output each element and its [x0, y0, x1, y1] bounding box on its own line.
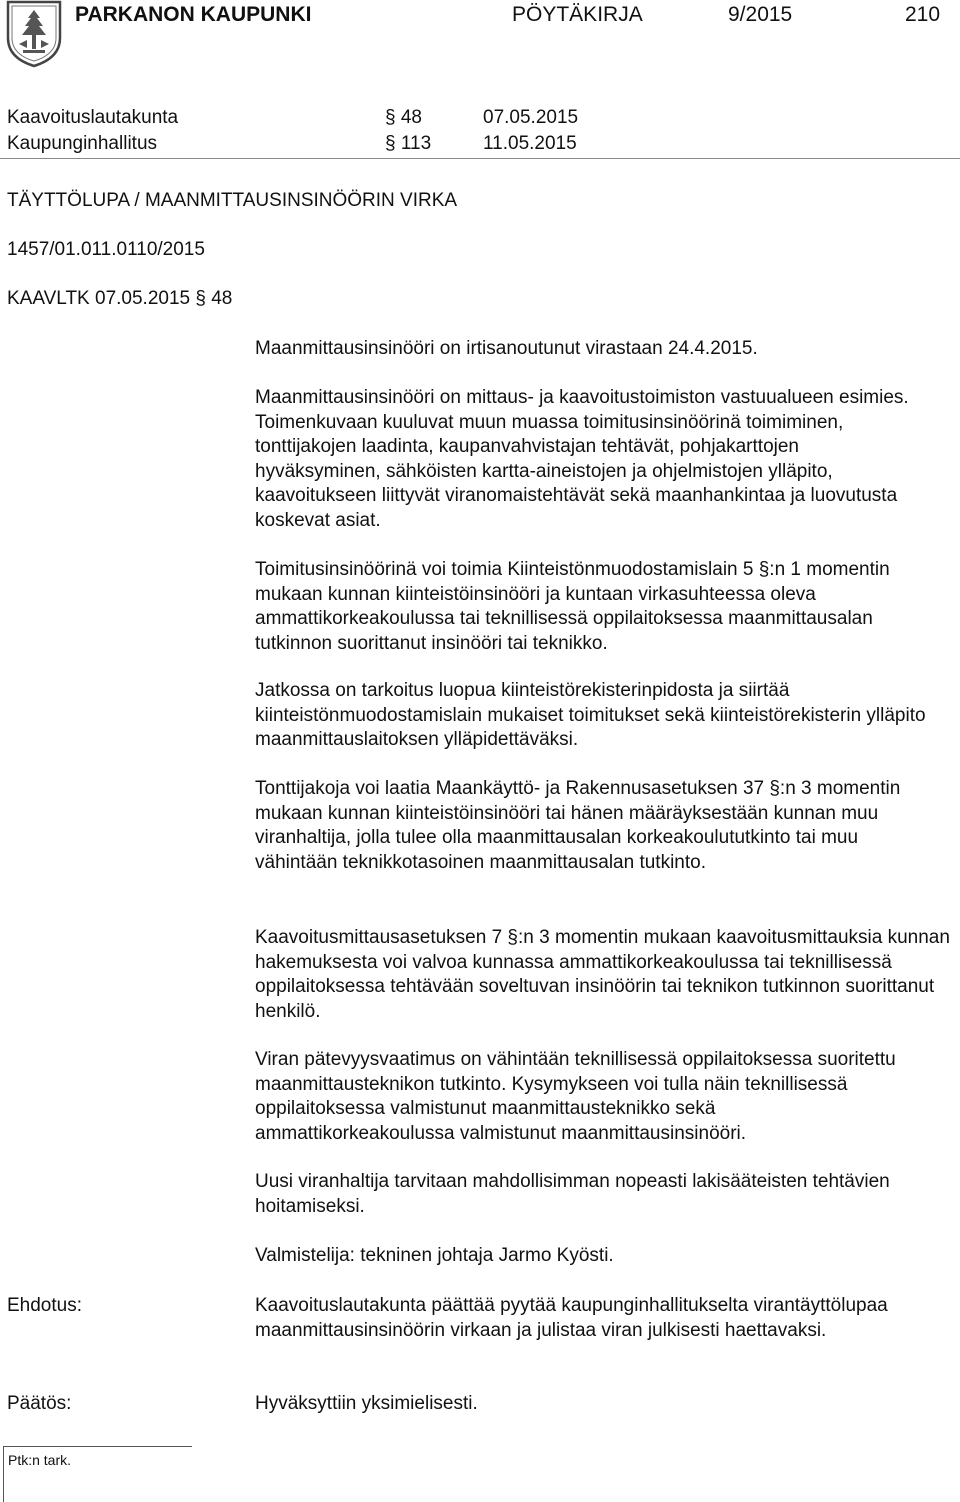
- header-divider: [0, 158, 960, 159]
- body-paragraph-4: Jatkossa on tarkoitus luopua kiinteistörekisterinpidosta ja siirtää kiinteistönmuodostamislain mukaiset toimitukset sekä kiinteistörekisterin ylläpito maanmittauslaitoksen ylläpidettäväksi.: [255, 680, 926, 750]
- meeting-section-1: § 48: [385, 107, 422, 128]
- meeting-section-2: § 113: [385, 133, 432, 154]
- committee-reference: KAAVLTK 07.05.2015 § 48: [7, 288, 233, 309]
- proposal-text: Kaavoituslautakunta päättää pyytää kaupunginhallitukselta virantäyttölupaa maanmittausinsinöörin virkaan ja julistaa viran julkisesti haettavaksi.: [255, 1295, 888, 1341]
- body-paragraph-6: Kaavoitusmittausasetuksen 7 §:n 3 momentin mukaan kaavoitusmittauksia kunnan hakemuksesta voi valvoa kunnassa ammattikorkeakoulussa tai teknillisessä oppilaitoksessa tehtävään soveltuvan insinöörin tai teknikon tutkinnon suorittanut henkilö.: [255, 927, 950, 1022]
- meeting-date-2: 11.05.2015: [483, 133, 577, 154]
- document-type: PÖYTÄKIRJA: [512, 3, 643, 26]
- body-paragraph-3: Toimitusinsinöörinä voi toimia Kiinteistönmuodostamislain 5 §:n 1 momentin mukaan kunnan kiinteistöinsinööri ja kuntaan virkasuhteessa oleva ammattikorkeakoulussa tai teknillisessä oppilaitoksessa maanmittausalan tutkinnon suorittanut insinööri tai teknikko.: [255, 559, 890, 654]
- document-title: TÄYTTÖLUPA / MAANMITTAUSINSINÖÖRIN VIRKA: [7, 190, 458, 211]
- proposal-label: Ehdotus:: [7, 1295, 82, 1316]
- meeting-date-1: 07.05.2015: [483, 107, 579, 128]
- minutes-checker-label: Ptk:n tark.: [8, 1452, 72, 1468]
- diary-number: 1457/01.011.0110/2015: [7, 239, 205, 260]
- organization-name: PARKANON KAUPUNKI: [75, 3, 312, 26]
- decision-text: Hyväksyttiin yksimielisesti.: [255, 1393, 478, 1414]
- coat-of-arms-logo: [5, 0, 63, 68]
- decision-label: Päätös:: [7, 1393, 72, 1414]
- body-paragraph-1: Maanmittausinsinööri on irtisanoutunut virastaan 24.4.2015.: [255, 338, 758, 359]
- page-number: 210: [905, 3, 941, 26]
- issue-number: 9/2015: [728, 3, 793, 26]
- body-paragraph-2: Maanmittausinsinööri on mittaus- ja kaavoitustoimiston vastuualueen esimies. Toimenkuvaan kuuluvat muun muassa toimitusinsinöörinä toimiminen, tonttijakojen laadinta, kaupanvahvistajan tehtävät, pohjakarttojen hyväksyminen, sähköisten kartta-aineistojen ja ohjelmistojen ylläpito, kaavoitukseen liittyvät viranomaistehtävät sekä maanhankintaa ja luovutusta koskevat asiat.: [255, 387, 909, 531]
- body-paragraph-8: Uusi viranhaltija tarvitaan mahdollisimman nopeasti lakisääteisten tehtävien hoitamiseksi.: [255, 1171, 890, 1217]
- body-paragraph-7: Viran pätevyysvaatimus on vähintään teknillisessä oppilaitoksessa suoritettu maanmittausteknikon tutkinto. Kysymykseen voi tulla näin teknillisessä oppilaitoksessa valmistunut maanmittausteknikko sekä ammattikorkeakoulussa valmistunut maanmittausinsinööri.: [255, 1049, 896, 1144]
- body-paragraph-5: Tonttijakoja voi laatia Maankäyttö- ja Rakennusasetuksen 37 §:n 3 momentin mukaan kunnan kiinteistöinsinööri tai hänen määräyksestään kunnan muu viranhaltija, jolla tulee olla maanmittausalan korkeakoulututkinto tai muu vähintään teknikkotasoinen maanmittausalan tutkinto.: [255, 778, 901, 873]
- preparer-line: Valmistelija: tekninen johtaja Jarmo Kyösti.: [255, 1245, 614, 1266]
- meeting-body-2: Kaupunginhallitus: [7, 133, 158, 154]
- meeting-body-1: Kaavoituslautakunta: [7, 107, 179, 128]
- minutes-checker-box: [3, 1446, 192, 1502]
